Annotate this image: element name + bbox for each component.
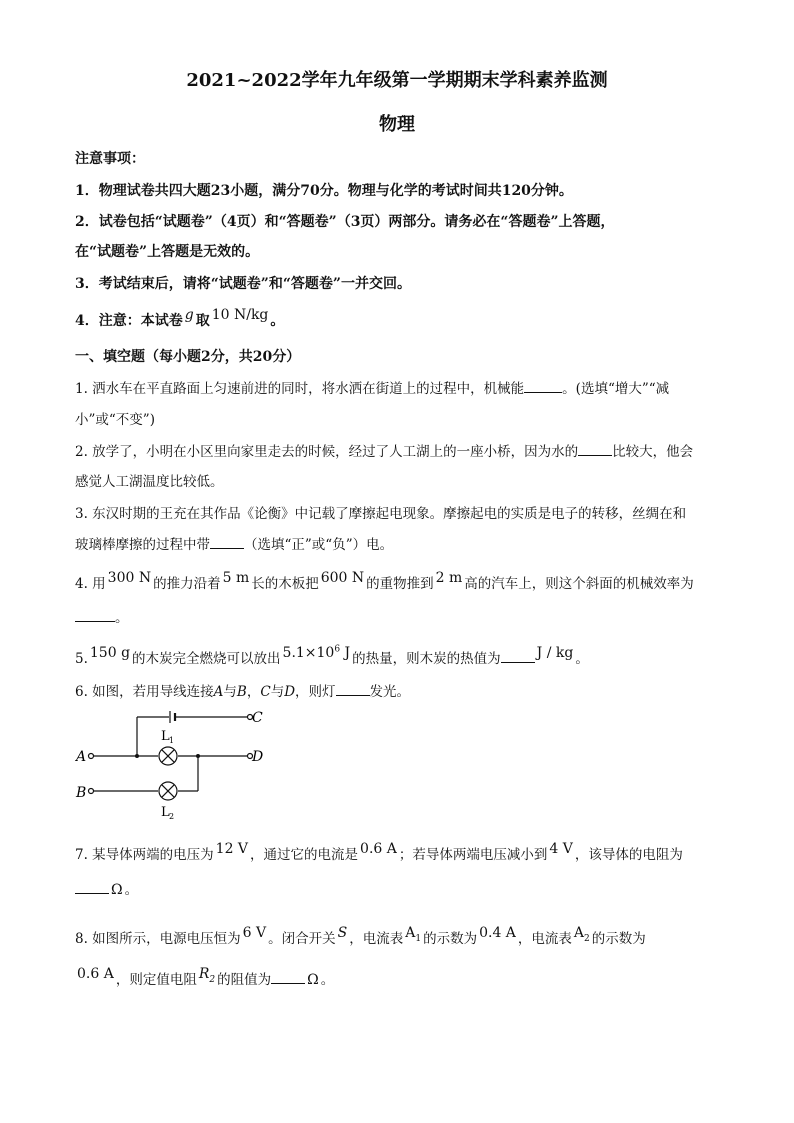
q8-text-f: 的示数为 [591, 931, 646, 947]
q8-resistor-R2 [198, 966, 216, 985]
q8-text-g: ，则定值电阻 [115, 972, 197, 988]
q6-blank [336, 683, 370, 696]
terminal-A [89, 754, 94, 759]
q8-text-i: 。 [320, 972, 335, 988]
q5-heat-unit: J [344, 645, 351, 661]
question-2-line1 [75, 440, 725, 460]
q8-R2-sub: 2 [209, 974, 216, 985]
q5-heat-mantissa: 5.1×10 [282, 645, 335, 661]
q7-unit: Ω [111, 882, 123, 898]
section-1-heading: 一、填空题（每小题2分，共20分） [75, 349, 301, 365]
q4-length: 5 m [222, 570, 250, 586]
q4-text-a: 4. 用 [75, 576, 106, 592]
q5-unit: J / kg [536, 645, 574, 661]
question-3-line2 [75, 533, 725, 553]
q5-text-b: 的木炭完全燃烧可以放出 [132, 651, 281, 667]
q3-text-b: 玻璃棒摩擦的过程中带 [75, 537, 210, 553]
label-L1: L [161, 729, 170, 744]
q3-text-c: （选填“正”或“负”）电。 [244, 537, 394, 553]
q8-blank [271, 971, 305, 984]
q8-text-a: 8. 如图所示，电源电压恒为 [75, 931, 241, 947]
q1-text-a: 1. 洒水车在平直路面上匀速前进的同时，将水洒在街道上的过程中，机械能 [75, 381, 525, 397]
question-5 [75, 644, 725, 667]
question-2-line2: 感觉人工湖温度比较低。 [75, 474, 224, 490]
q8-text-c: ，电流表 [349, 931, 404, 947]
q5-heat [283, 645, 351, 661]
q7-blank [75, 881, 109, 894]
q8-text-d: 的示数为 [423, 931, 478, 947]
q7-text-a: 7. 某导体两端的电压为 [75, 847, 214, 863]
note-4-end: 。 [270, 313, 285, 329]
label-D: D [252, 749, 264, 765]
q8-current-2: 0.6 A [77, 966, 114, 982]
q5-blank [501, 650, 535, 663]
q4-text-f: 。 [115, 610, 129, 626]
label-L2: L [161, 805, 170, 820]
question-7-line2 [75, 878, 725, 898]
circuit-diagram [72, 704, 282, 824]
q6-with1: 与 [223, 684, 237, 700]
q5-mass: 150 g [89, 645, 131, 661]
q6-D: D [284, 684, 296, 700]
subject-title: 物理 [379, 114, 415, 135]
q6-C: C [260, 684, 271, 700]
q2-text-a: 2. 放学了，小明在小区里向家里走去的时候，经过了人工湖上的一座小桥，因为水的 [75, 444, 579, 460]
label-B: B [76, 785, 87, 801]
q8-A2-sub: 2 [584, 933, 590, 944]
q7-voltage: 12 V [215, 841, 249, 857]
q8-A1-sub: 1 [415, 933, 422, 944]
label-L1-sub: 1 [169, 736, 175, 745]
question-4-line2 [75, 606, 725, 626]
q8-text-h: 的阻值为 [217, 972, 272, 988]
q1-blank [524, 380, 562, 393]
q7-text-b: ，通过它的电流是 [250, 847, 359, 863]
q8-unit: Ω [307, 972, 319, 988]
note-4 [75, 307, 725, 330]
q6-text-a: 6. 如图，若用导线连接 [75, 684, 214, 700]
q8-current-1: 0.4 A [479, 925, 516, 941]
q2-text-b: 比较大，他会 [612, 444, 694, 460]
label-C: C [252, 710, 263, 726]
q4-blank [75, 609, 115, 622]
note-2-line2: 在“试题卷”上答题是无效的。 [75, 244, 260, 260]
question-8-line1 [75, 927, 725, 950]
question-8-line2 [75, 968, 725, 991]
q8-text-e: ，电流表 [517, 931, 572, 947]
question-3-line1: 3. 东汉时期的王充在其作品《论衡》中记载了摩擦起电现象。摩擦起电的实质是电子的转移，丝绸在和 [75, 506, 687, 522]
q4-text-b: 的推力沿着 [153, 576, 221, 592]
q8-ammeter-A2 [573, 925, 590, 944]
q2-blank [578, 443, 612, 456]
q4-text-c: 长的木板把 [251, 576, 319, 592]
q1-text-b: 。(选填“增大”“减 [562, 381, 670, 397]
q7-voltage-2: 4 V [549, 841, 573, 857]
question-1-line2: 小”或“不变”) [75, 412, 155, 428]
question-7-line1 [75, 843, 725, 863]
question-6 [75, 680, 725, 700]
q5-heat-exponent: 6 [334, 644, 341, 655]
label-A: A [76, 749, 87, 765]
q5-text-c: 的热量，则木炭的热值为 [352, 651, 501, 667]
q5-text-d: 。 [575, 651, 589, 667]
notes-heading: 注意事项： [75, 151, 145, 167]
q8-text-b: 。闭合开关 [268, 931, 336, 947]
q8-switch-S: S [337, 925, 348, 941]
q6-B: B [236, 684, 247, 700]
note-4-g-symbol: g [184, 307, 194, 323]
note-2-line1: 2．试卷包括“试题卷”（4页）和“答题卷”（3页）两部分。请务必在“答题卷”上答题， [75, 214, 615, 230]
q6-text-b: ，则灯 [295, 684, 336, 700]
label-L2-sub: 2 [169, 812, 175, 821]
q7-text-c: ；若导体两端电压减小到 [398, 847, 548, 863]
q3-blank [210, 536, 244, 549]
note-4-value: 10 N/kg [211, 307, 269, 323]
q5-text-a: 5. [75, 651, 88, 667]
q8-R2-letter: R [198, 966, 210, 982]
q6-text-c: 发光。 [369, 684, 411, 700]
q7-text-d: ，该导体的电阻为 [574, 847, 683, 863]
q4-text-e: 高的汽车上，则这个斜面的机械效率为 [464, 576, 694, 592]
note-1: 1．物理试卷共四大题23小题，满分70分。物理与化学的考试时间共120分钟。 [75, 183, 573, 199]
q7-text-e: 。 [124, 882, 139, 898]
junction-right [196, 754, 200, 758]
q4-text-d: 的重物推到 [366, 576, 434, 592]
note-4-mid: 取 [195, 313, 210, 329]
q6-with2: 与 [270, 684, 285, 700]
q8-A1-letter: A [405, 925, 416, 941]
question-1-line1 [75, 377, 725, 397]
q6-comma: ， [246, 684, 261, 700]
terminal-B [89, 789, 94, 794]
q4-force: 300 N [107, 570, 152, 586]
junction-left [135, 754, 139, 758]
q7-current: 0.6 A [360, 841, 397, 857]
q8-ammeter-A1 [405, 925, 422, 944]
q8-voltage: 6 V [242, 925, 267, 941]
question-4-line1 [75, 572, 725, 592]
q4-height: 2 m [435, 570, 463, 586]
q6-A: A [213, 684, 224, 700]
note-3: 3．考试结束后，请将“试题卷”和“答题卷”一并交回。 [75, 276, 411, 292]
exam-title: 2021~2022学年九年级第一学期期末学科素养监测 [186, 70, 608, 91]
note-4-prefix: 4．注意：本试卷 [75, 313, 183, 329]
q8-A2-letter: A [573, 925, 585, 941]
q4-weight: 600 N [320, 570, 365, 586]
